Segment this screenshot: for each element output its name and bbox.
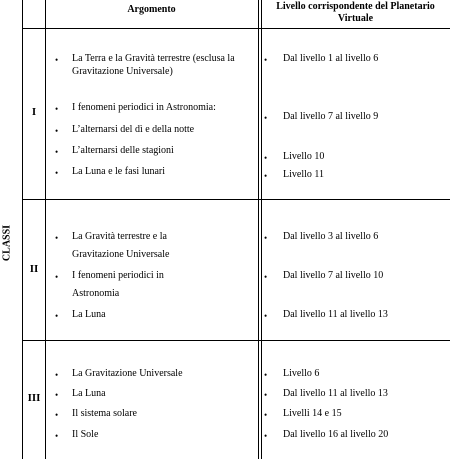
bullet-icon: • [55, 233, 59, 243]
topic-line: Astronomia [72, 288, 120, 299]
bullet-icon: • [55, 410, 59, 420]
bullet-icon: • [264, 272, 268, 282]
level-line: Dal livello 16 al livello 20 [283, 429, 389, 440]
classi-label: CLASSI [1, 224, 13, 262]
topic-line: Gravitazione Universale) [72, 66, 173, 77]
bullet-icon: • [264, 171, 268, 181]
bullet-icon: • [264, 153, 268, 163]
bullet-icon: • [264, 113, 268, 123]
grid-line [261, 0, 262, 459]
bullet-icon: • [55, 272, 59, 282]
level-line: Dal livello 7 al livello 10 [283, 270, 384, 281]
topic-line: I fenomeni periodici in [72, 270, 164, 281]
level-line: Dal livello 11 al livello 13 [283, 388, 388, 399]
bullet-icon: • [264, 370, 268, 380]
grid-line [45, 0, 46, 459]
topic-line: La Luna [72, 309, 106, 320]
grid-line [22, 199, 450, 200]
grid-line [22, 340, 450, 341]
level-line: Dal livello 7 al livello 9 [283, 111, 379, 122]
grid-line [22, 0, 23, 459]
class-roman-numeral: II [29, 263, 39, 275]
topic-line: La Luna e le fasi lunari [72, 166, 166, 177]
topic-line: Il Sole [72, 429, 99, 440]
grid-line [258, 0, 259, 459]
level-line: Livelli 14 e 15 [283, 408, 342, 419]
bullet-icon: • [55, 431, 59, 441]
topic-line: La Terra e la Gravità terrestre (esclusa la [72, 53, 235, 64]
class-roman-numeral: I [31, 106, 37, 118]
bullet-icon: • [55, 370, 59, 380]
level-line: Dal livello 11 al livello 13 [283, 309, 388, 320]
bullet-icon: • [55, 390, 59, 400]
level-line: Dal livello 3 al livello 6 [283, 231, 379, 242]
topic-line: Il sistema solare [72, 408, 137, 419]
header-livello [261, 1, 450, 25]
level-line: Livello 11 [283, 169, 325, 180]
bullet-icon: • [55, 126, 59, 136]
topic-line: Gravitazione Universale [72, 249, 170, 260]
grid-line [22, 28, 450, 29]
level-line: Dal livello 1 al livello 6 [283, 53, 379, 64]
topic-line: I fenomeni periodici in Astronomia: [72, 102, 216, 113]
header-livello-line2: Virtuale [337, 13, 374, 24]
header-argomento: Argomento [127, 4, 176, 15]
bullet-icon: • [264, 233, 268, 243]
class-roman-numeral: III [27, 392, 41, 404]
topic-line: La Luna [72, 388, 106, 399]
bullet-icon: • [55, 168, 59, 178]
bullet-icon: • [55, 104, 59, 114]
header-livello-line1: Livello corrispondente del Planetario [276, 1, 435, 12]
bullet-icon: • [264, 311, 268, 321]
bullet-icon: • [264, 431, 268, 441]
topic-line: La Gravità terrestre e la [72, 231, 167, 242]
bullet-icon: • [264, 410, 268, 420]
bullet-icon: • [55, 147, 59, 157]
level-line: Livello 10 [283, 151, 325, 162]
topic-line: La Gravitazione Universale [72, 368, 183, 379]
bullet-icon: • [264, 390, 268, 400]
bullet-icon: • [55, 311, 59, 321]
bullet-icon: • [264, 55, 268, 65]
topic-line: L’alternarsi del dì e della notte [72, 124, 195, 135]
level-line: Livello 6 [283, 368, 320, 379]
bullet-icon: • [55, 55, 59, 65]
topic-line: L’alternarsi delle stagioni [72, 145, 174, 156]
